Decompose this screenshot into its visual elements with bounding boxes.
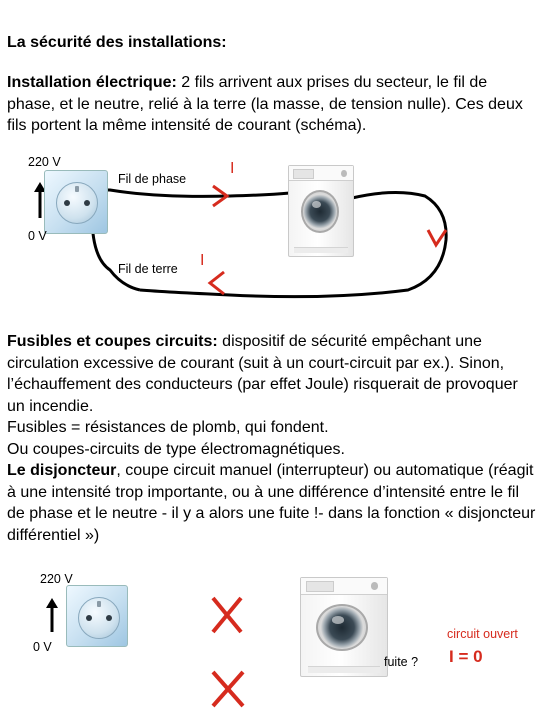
cross-top [213,598,241,632]
washing-machine-2 [300,577,388,677]
fusibles-lead: Fusibles et coupes circuits: [7,333,218,350]
intensity-zero-label: I = 0 [449,647,483,666]
installation-lead: Installation électrique: [7,74,177,91]
page-title: La sécurité des installations: [7,34,227,51]
intensity-symbol-phase: I [230,160,235,177]
earth-wire-label: Fil de terre [118,262,178,276]
disjoncteur-text: , coupe circuit manuel (interrupteur) ou automatique (réagit à une intensité trop importante, ou à une différence d’intensité entre le fil de phase et le neutre - il y a alors une fuite !- dans la fonction « disjoncteur différentiel ») [7,462,536,544]
fusibles-line2: Fusibles = résistances de plomb, qui fondent. [7,419,329,436]
intensity-symbol-earth: I [200,252,205,269]
fuite-label: fuite ? [384,655,419,669]
voltage-arrow-head-2 [46,598,58,608]
cross-bottom [213,672,243,706]
voltage-220-label-2: 220 V [40,572,73,586]
wall-socket-2 [66,585,128,647]
washer-door-2 [316,604,368,651]
circuit-ouvert-label: circuit ouvert [447,627,518,641]
voltage-0-label-2: 0 V [33,640,52,654]
installation-text: 2 fils arrivent aux prises du secteur, le fil de phase, et le neutre, relié à la terre (la masse, de tension nulle). Ces deux fils portent la même intensité de courant (schéma). [7,74,523,134]
fusibles-text: dispositif de sécurité empêchant une circulation excessive de courant (suit à un court-circuit par ex.). Sinon, l’échauffement des conducteurs (par effet Joule) risquerait de provoquer un incendie. [7,333,518,415]
fusibles-line3: Ou coupes-circuits de type électromagnétiques. [7,440,345,458]
voltage-220-label: 220 V [28,155,61,169]
disjoncteur-lead: Le disjoncteur [7,462,117,479]
voltage-0-label: 0 V [28,229,47,243]
phase-wire-label: Fil de phase [118,172,187,186]
